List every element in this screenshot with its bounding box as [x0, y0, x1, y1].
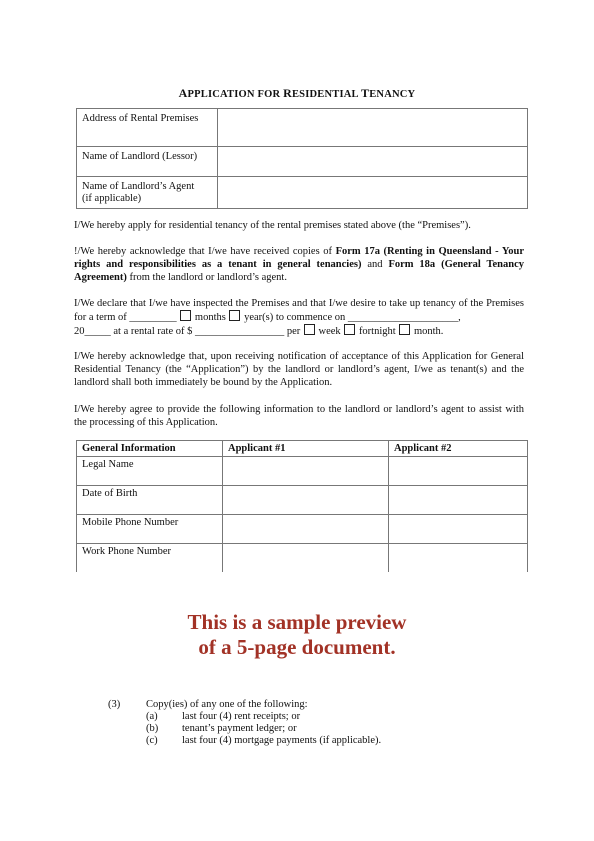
list-item-letter: (c): [146, 735, 158, 746]
months-checkbox[interactable]: [180, 310, 191, 321]
form-18a-ref: Form 18a (General Tenancy Agreement): [74, 259, 524, 283]
documents-list: [108, 699, 381, 747]
row-label-mobile: Mobile Phone Number: [77, 515, 223, 544]
applicant-2-dob-cell[interactable]: [389, 486, 528, 515]
p3-text-b: 20_____ at a rental rate of $ _________________ per: [74, 326, 301, 337]
applicant-1-legal-name-cell[interactable]: [223, 457, 389, 486]
fortnight-label: fortnight: [358, 326, 396, 337]
header-applicant-1: Applicant #1: [223, 441, 389, 457]
document-title: [0, 86, 594, 101]
preview-line-1: This is a sample preview: [187, 610, 407, 634]
paragraph-agree-info: I/We hereby agree to provide the following information to the landlord or landlord’s agent to assist with the processing of this Application.: [74, 404, 524, 428]
form-17a-ref: Form 17a (Renting in Queensland - Your rights and responsibilities as a tenant in general tenancies): [74, 246, 524, 270]
header-general-info: General Information: [77, 441, 223, 457]
month-checkbox[interactable]: [399, 324, 410, 335]
applicant-2-mobile-cell[interactable]: [389, 515, 528, 544]
applicant-2-work-phone-cell[interactable]: [389, 544, 528, 573]
title-part-2: ESIDENTIAL: [291, 89, 361, 100]
p3-text-a: I/We declare that I/we have inspected the Premises and that I/we desire to take up tenancy of the Premises for a term of _________: [74, 298, 524, 323]
month-label: month.: [413, 326, 444, 337]
paragraph-acknowledge-forms: [74, 245, 524, 284]
week-label: week: [318, 326, 341, 337]
years-label: year(s) to commence on _____________________,: [244, 312, 461, 323]
applicant-1-work-phone-cell[interactable]: [223, 544, 389, 573]
address-label: Address of Rental Premises: [77, 109, 218, 147]
landlord-field[interactable]: [218, 147, 528, 177]
months-label: months: [194, 312, 226, 323]
title-cap-t: T: [361, 86, 370, 100]
list-item-text: last four (4) rent receipts; or: [182, 711, 301, 722]
list-item: [108, 735, 381, 747]
list-item-letter: (a): [146, 711, 158, 722]
applicant-2-legal-name-cell[interactable]: [389, 457, 528, 486]
list-item-text: last four (4) mortgage payments (if applicable).: [182, 735, 382, 746]
premises-table: [76, 108, 528, 209]
p2-text-c: and: [361, 259, 389, 270]
table-row: [77, 486, 528, 515]
paragraph-declare-term: [74, 297, 524, 338]
sample-preview-notice: [0, 610, 594, 660]
landlord-label: Name of Landlord (Lessor): [77, 147, 218, 177]
agent-label-line2: (if applicable): [82, 193, 142, 204]
p2-text-e: from the landlord or landlord’s agent.: [126, 272, 287, 283]
general-info-table: [76, 440, 528, 572]
list-number: (3): [108, 699, 121, 710]
agent-label-line1: Name of Landlord’s Agent: [82, 181, 195, 192]
list-item: [108, 711, 381, 723]
week-checkbox[interactable]: [304, 324, 315, 335]
title-part-1: PPLICATION FOR: [187, 89, 284, 100]
row-label-dob: Date of Birth: [77, 486, 223, 515]
fortnight-checkbox[interactable]: [344, 324, 355, 335]
title-part-3: ENANCY: [369, 89, 416, 100]
address-field[interactable]: [218, 109, 528, 147]
row-label-legal-name: Legal Name: [77, 457, 223, 486]
list-item-letter: (b): [146, 723, 159, 734]
header-applicant-2: Applicant #2: [389, 441, 528, 457]
row-label-work-phone: Work Phone Number: [77, 544, 223, 573]
table-row: [77, 544, 528, 573]
applicant-1-mobile-cell[interactable]: [223, 515, 389, 544]
agent-label: [77, 177, 218, 209]
p2-text-a: !/We hereby acknowledge that I/we have received copies of: [74, 246, 336, 257]
applicant-1-dob-cell[interactable]: [223, 486, 389, 515]
years-checkbox[interactable]: [229, 310, 240, 321]
agent-field[interactable]: [218, 177, 528, 209]
list-heading: Copy(ies) of any one of the following:: [146, 699, 308, 710]
paragraph-bound: I/We hereby acknowledge that, upon receiving notification of acceptance of this Application for General Residential Tenancy (the “Application”) by the landlord or landlord’s agent, I/we as tenant(s) and the landlord shall both immediately be bound by the Application.: [74, 351, 524, 388]
list-item: [108, 723, 381, 735]
title-cap-a: A: [178, 86, 188, 100]
list-heading-row: [108, 699, 381, 711]
table-row: [77, 457, 528, 486]
table-row: [77, 515, 528, 544]
title-cap-r: R: [283, 86, 292, 100]
list-item-text: tenant’s payment ledger; or: [182, 723, 297, 734]
paragraph-apply: I/We hereby apply for residential tenancy of the rental premises stated above (the “Premises”).: [74, 220, 471, 231]
preview-line-2: of a 5-page document.: [198, 635, 396, 659]
